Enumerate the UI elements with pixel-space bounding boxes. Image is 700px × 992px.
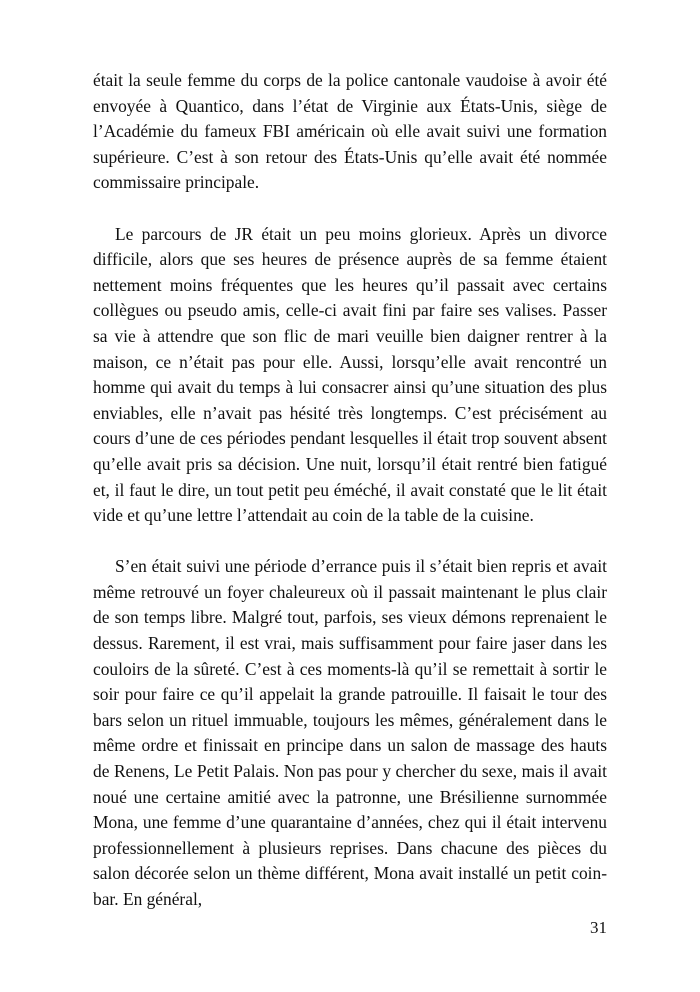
paragraph-3: S’en était suivi une période d’errance puis il s’était bien repris et avait même retrouvé un foyer chaleureux où il passait maintenant le plus clair de son temps libre. Malgré tout, parfois, ses vieux démons reprenaient le dessus. Rarement, il est vrai, mais suffisamment pour faire jaser dans les couloirs de la sûreté. C’est à ces moments-là qu’il se remettait à sortir le soir pour faire ce qu’il appelait la grande patrouille. Il faisait le tour des bars selon un rituel immuable, toujours les mêmes, généralement dans le même ordre et finissait en principe dans un salon de massage des hauts de Renens, Le Petit Palais. Non pas pour y chercher du sexe, mais il avait noué une certaine amitié avec la patronne, une Brésilienne surnommée Mona, une femme d’une quarantaine d’années, chez qui il était intervenu professionnellement à plusieurs reprises. Dans chacune des pièces du salon décorée selon un thème différent, Mona avait installé un petit coin-bar. En général,	[93, 556, 607, 909]
paragraph-2: Le parcours de JR était un peu moins glorieux. Après un divorce difficile, alors que ses heures de présence auprès de sa femme étaient nettement moins fréquentes que les heures qu’il passait avec certains collègues ou pseudo amis, celle-ci avait fini par faire ses valises. Passer sa vie à attendre que son flic de mari veuille bien daigner rentrer à la maison, ce n’était pas pour elle. Aussi, lorsqu’elle avait rencontré un homme qui avait du temps à lui consacrer ainsi qu’une situation des plus enviables, elle n’avait pas hésité très longtemps. C’est précisément au cours d’une de ces périodes pendant lesquelles il était trop souvent absent qu’elle avait pris sa décision. Une nuit, lorsqu’il était rentré bien fatigué et, il faut le dire, un tout petit peu éméché, il avait constaté que le lit était vide et qu’une lettre l’attendait au coin de la table de la cuisine.	[93, 223, 607, 526]
page-number: 31	[590, 918, 607, 937]
page-body-text	[93, 68, 607, 913]
paragraph-1: était la seule femme du corps de la police cantonale vaudoise à avoir été envoyée à Quantico, dans l’état de Virginie aux États-Unis, siège de l’Académie du fameux FBI américain où elle avait suivi une formation supérieure. C’est à son retour des États-Unis qu’elle avait été nommée commissaire principale.	[93, 70, 607, 193]
